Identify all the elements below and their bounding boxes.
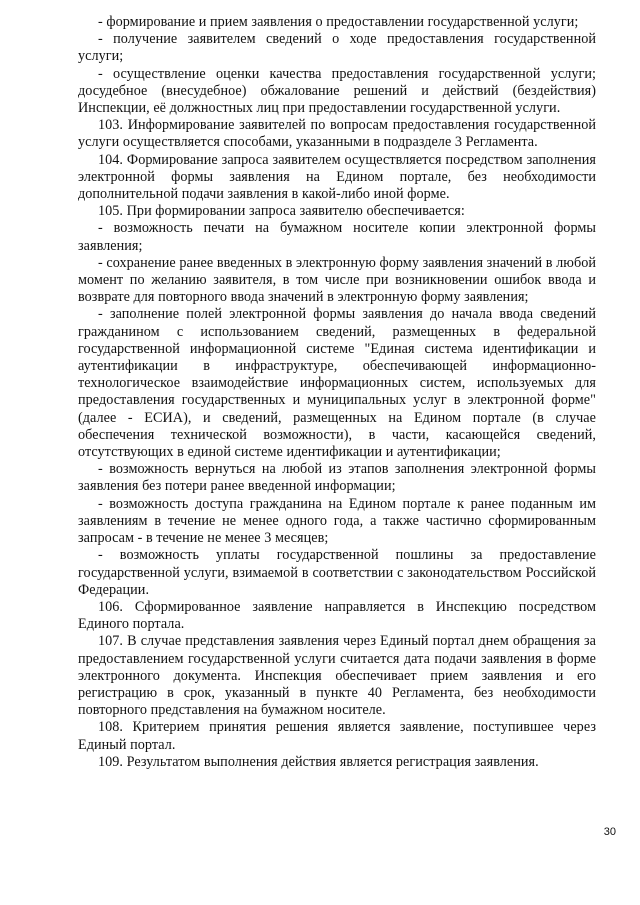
paragraph: 109. Результатом выполнения действия является регистрация заявления. bbox=[98, 753, 539, 770]
paragraph: - осуществление оценки качества предоставления государственной услуги; досудебное (внесудебное) обжалование решений и действий (бездействия) Инспекции, её должностных лиц при предоставлении государственной услуги. bbox=[78, 65, 596, 117]
paragraph: - возможность печати на бумажном носителе копии электронной формы заявления; bbox=[78, 220, 596, 254]
paragraph: 104. Формирование запроса заявителем осуществляется посредством заполнения электронной формы заявления на Едином портале, без необходимости дополнительной подачи заявления в какой-либо иной форме. bbox=[78, 151, 596, 203]
paragraph: - возможность уплаты государственной пошлины за предоставление государственной услуги, взимаемой в соответствии с законодательством Российской Федерации. bbox=[78, 547, 596, 598]
page-number: 30 bbox=[603, 826, 616, 838]
document-body bbox=[78, 14, 596, 771]
paragraph: - возможность вернуться на любой из этапов заполнения электронной формы заявления без потери ранее введенной информации; bbox=[78, 461, 596, 495]
paragraph: - формирование и прием заявления о предоставлении государственной услуги; bbox=[98, 14, 579, 30]
paragraph: 105. При формировании запроса заявителю обеспечивается: bbox=[98, 203, 465, 220]
paragraph: 108. Критерием принятия решения является заявление, поступившее через Единый портал. bbox=[78, 719, 596, 753]
paragraph: - заполнение полей электронной формы заявления до начала ввода сведений гражданином с использованием сведений, размещенных в федеральной государственной информационной системе "Единая система идентификации и аутентификации в инфраструктуре, обеспечивающей информационно-технологическое взаимодействие информационных систем, используемых для предоставления государственных и муниципальных услуг в электронной форме" (далее - ЕСИА), и сведений, размещенных на Едином портале (в случае обеспечения технической возможности), в части, касающейся сведений, отсутствующих в единой системе идентификации и аутентификации; bbox=[78, 306, 596, 461]
paragraph: 107. В случае представления заявления через Единый портал днем обращения за предоставлением государственной услуги считается дата подачи заявления в форме электронного документа. Инспекция обеспечивает прием заявления и его регистрацию в срок, указанный в пункте 40 Регламента, без необходимости повторного представления на бумажном носителе. bbox=[78, 633, 596, 719]
paragraph: - получение заявителем сведений о ходе предоставления государственной услуги; bbox=[78, 31, 596, 65]
paragraph: - сохранение ранее введенных в электронную форму заявления значений в любой момент по желанию заявителя, в том числе при возникновении ошибок ввода и возврате для повторного ввода значений в электронную форму заявления; bbox=[78, 254, 596, 306]
paragraph: 106. Сформированное заявление направляется в Инспекцию посредством Единого портала. bbox=[78, 598, 596, 633]
paragraph: - возможность доступа гражданина на Едином портале к ранее поданным им заявлениям в течение не менее одного года, а также частично сформированным запросам - в течение не менее 3 месяцев; bbox=[78, 495, 596, 547]
paragraph: 103. Информирование заявителей по вопросам предоставления государственной услуги осуществляется способами, указанными в подразделе 3 Регламента. bbox=[78, 117, 596, 151]
